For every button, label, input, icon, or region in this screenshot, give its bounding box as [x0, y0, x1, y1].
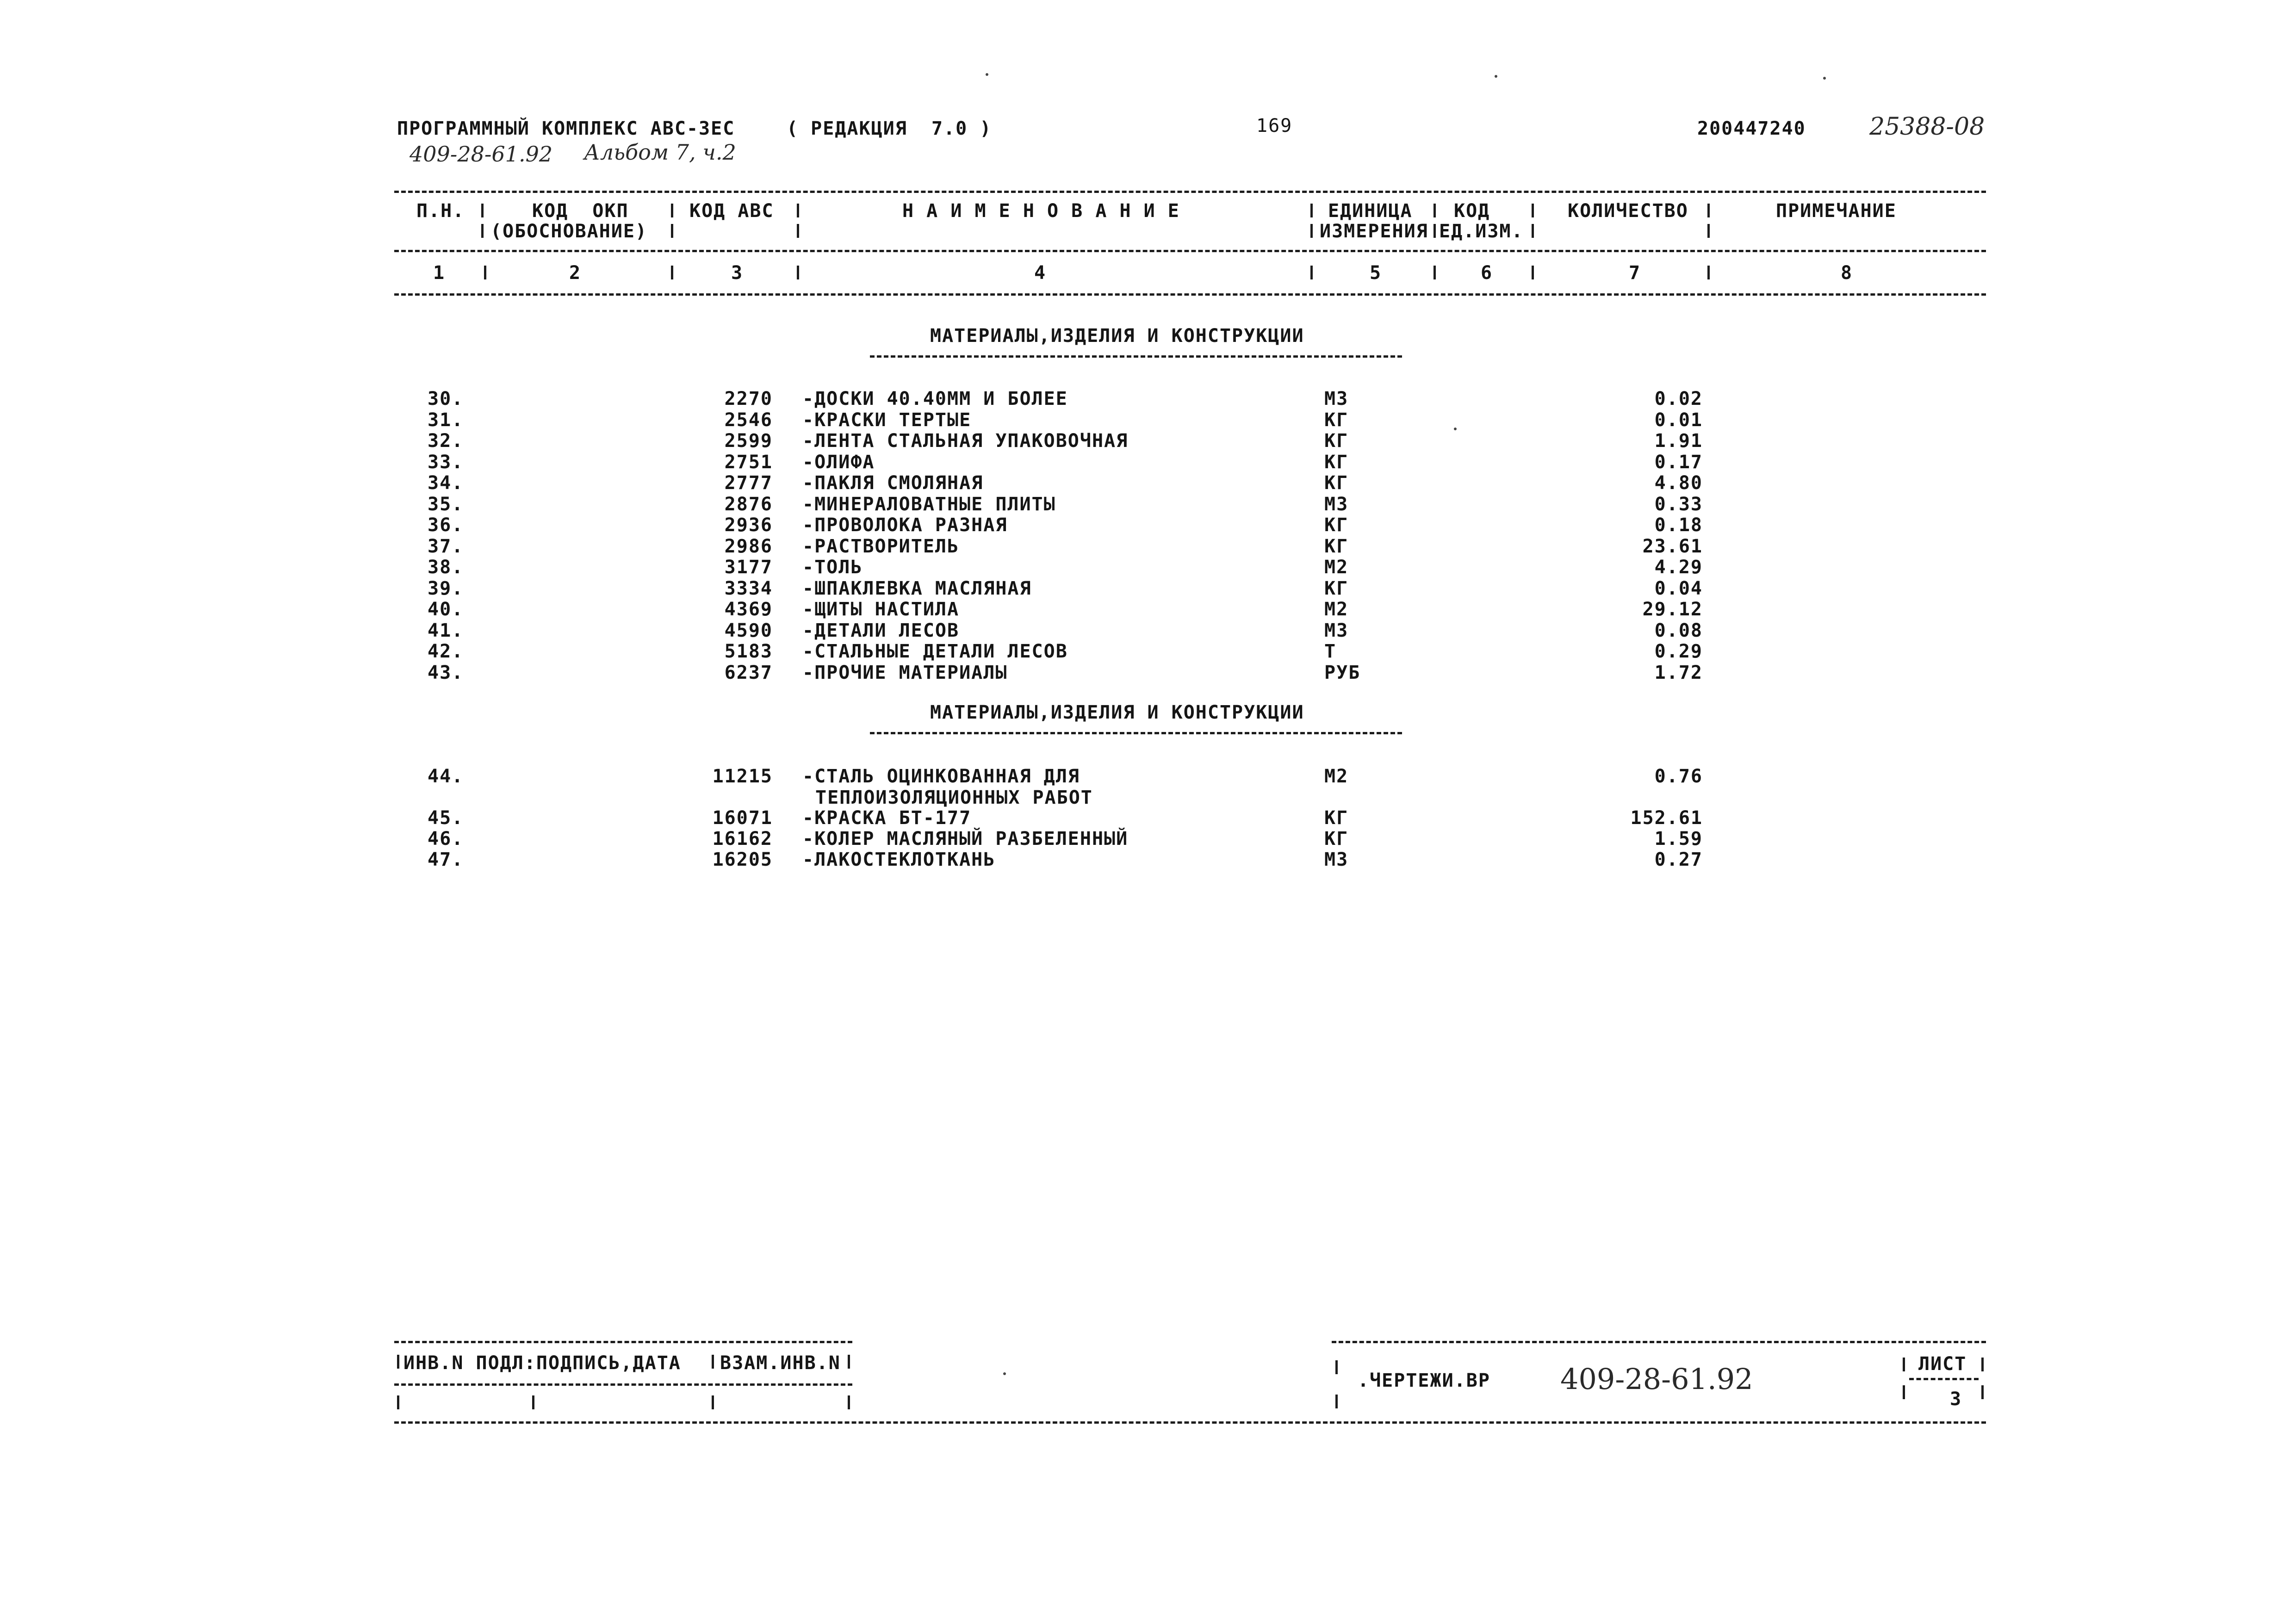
item-name-continuation: ТЕПЛОИЗОЛЯЦИОННЫХ РАБОТ	[815, 787, 1093, 808]
handwritten-project-number: 409-28-61.92	[410, 142, 553, 167]
unit: КГ	[1324, 409, 1349, 431]
quantity: 1.72	[1654, 662, 1703, 683]
unit: М3	[1324, 849, 1349, 870]
scan-speck	[986, 73, 988, 76]
item-name: -КОЛЕР МАСЛЯНЫЙ РАЗБЕЛЕННЫЙ	[802, 828, 1129, 849]
row-number: 46.	[428, 828, 464, 849]
row-number: 41.	[428, 620, 464, 641]
footer-separator	[532, 1395, 534, 1409]
item-name: -РАСТВОРИТЕЛЬ	[802, 535, 960, 557]
unit: КГ	[1324, 515, 1349, 536]
quantity: 0.04	[1654, 577, 1703, 599]
header-separator	[671, 224, 673, 238]
footer-separator	[1981, 1385, 1984, 1399]
handwritten-album: Альбом 7, ч.2	[584, 140, 736, 165]
item-name: -ЛЕНТА СТАЛЬНАЯ УПАКОВОЧНАЯ	[802, 430, 1129, 452]
abc-code: 11215	[712, 766, 773, 787]
col-number-1: 1	[433, 262, 446, 284]
header-separator	[671, 266, 673, 279]
header-separator	[1310, 204, 1313, 217]
item-name: -ПАКЛЯ СМОЛЯНАЯ	[802, 472, 984, 494]
abc-code: 2777	[724, 472, 773, 494]
row-number: 34.	[428, 472, 464, 494]
quantity: 152.61	[1630, 807, 1703, 829]
quantity: 0.29	[1654, 641, 1703, 662]
scan-speck	[1823, 77, 1826, 80]
abc-code: 2876	[724, 493, 773, 515]
header-rule-top	[394, 191, 1986, 193]
footer-separator	[712, 1395, 714, 1409]
sheet-label: ЛИСТ	[1918, 1353, 1967, 1375]
row-number: 44.	[428, 766, 464, 787]
drawings-label: .ЧЕРТЕЖИ.ВР	[1358, 1370, 1490, 1391]
quantity: 0.76	[1654, 766, 1703, 787]
col-number-8: 8	[1841, 262, 1853, 284]
table-row	[0, 411, 2296, 432]
unit: Т	[1324, 641, 1337, 662]
section-title: МАТЕРИАЛЫ,ИЗДЕЛИЯ И КОНСТРУКЦИИ	[930, 702, 1304, 723]
row-number: 33.	[428, 451, 464, 473]
row-number: 45.	[428, 807, 464, 829]
col-note: ПРИМЕЧАНИЕ	[1776, 200, 1897, 222]
document-code: 200447240	[1697, 118, 1806, 139]
footer-separator	[397, 1355, 399, 1369]
col-number-3: 3	[731, 262, 744, 284]
col-number-2: 2	[569, 262, 582, 284]
col-number-6: 6	[1481, 262, 1493, 284]
header-separator	[797, 224, 799, 238]
table-row	[0, 390, 2296, 411]
item-name: -ЛАКОСТЕКЛОТКАНЬ	[802, 849, 996, 870]
abc-code: 16071	[712, 807, 773, 829]
handwritten-archive-number: 25388-08	[1869, 113, 1985, 141]
unit: КГ	[1324, 430, 1349, 452]
unit: КГ	[1324, 535, 1349, 557]
quantity: 0.27	[1654, 849, 1703, 870]
table-row	[0, 495, 2296, 516]
row-number: 36.	[428, 515, 464, 536]
quantity: 29.12	[1642, 599, 1703, 620]
header-separator	[481, 224, 484, 238]
header-separator	[484, 266, 486, 279]
sheet-box-rule	[1909, 1378, 1979, 1380]
footer-separator	[1335, 1360, 1338, 1374]
header-separator	[1707, 266, 1710, 279]
header-separator	[1532, 224, 1534, 238]
header-rule-bottom	[394, 293, 1986, 296]
unit: М2	[1324, 766, 1349, 787]
table-row	[0, 663, 2296, 685]
row-number: 38.	[428, 557, 464, 578]
page-mark: 169	[1256, 115, 1293, 136]
header-separator	[1433, 224, 1436, 238]
col-unit-line2: ИЗМЕРЕНИЯ	[1320, 221, 1428, 242]
table-row	[0, 850, 2296, 872]
replacement-inv-label: ВЗАМ.ИНВ.N	[720, 1352, 841, 1374]
table-row	[0, 474, 2296, 495]
unit: КГ	[1324, 807, 1349, 829]
row-number: 47.	[428, 849, 464, 870]
unit: М2	[1324, 599, 1349, 620]
item-name: -ДОСКИ 40.40ММ И БОЛЕЕ	[802, 388, 1068, 409]
quantity: 4.29	[1654, 557, 1703, 578]
footer-separator	[1981, 1358, 1984, 1371]
footer-separator	[1903, 1385, 1905, 1399]
quantity: 0.08	[1654, 620, 1703, 641]
quantity: 0.17	[1654, 451, 1703, 473]
abc-code: 4369	[724, 599, 773, 620]
footer-right-rule-top	[1332, 1341, 1986, 1343]
header-separator	[1532, 266, 1534, 279]
header-separator	[797, 266, 799, 279]
col-okp-line2: (ОБОСНОВАНИЕ)	[490, 221, 648, 242]
table-row	[0, 766, 2296, 808]
item-name: -ПРОЧИЕ МАТЕРИАЛЫ	[802, 662, 1008, 683]
header-separator	[1433, 204, 1436, 217]
col-okp-line1: КОД ОКП	[532, 200, 629, 222]
unit: М3	[1324, 493, 1349, 515]
table-row	[0, 558, 2296, 579]
table-row	[0, 642, 2296, 663]
col-pn: П.Н.	[416, 200, 465, 222]
quantity: 23.61	[1642, 535, 1703, 557]
handwritten-drawing-number: 409-28-61.92	[1560, 1362, 1753, 1396]
quantity: 0.01	[1654, 409, 1703, 431]
item-name: -МИНЕРАЛОВАТНЫЕ ПЛИТЫ	[802, 493, 1056, 515]
unit: КГ	[1324, 472, 1349, 494]
item-name: -СТАЛЬНЫЕ ДЕТАЛИ ЛЕСОВ	[802, 641, 1068, 662]
footer-separator	[712, 1355, 714, 1369]
abc-code: 16205	[712, 849, 773, 870]
item-name: -ПРОВОЛОКА РАЗНАЯ	[802, 515, 1008, 536]
unit: КГ	[1324, 828, 1349, 849]
unit: М3	[1324, 388, 1349, 409]
sheet-number: 3	[1950, 1389, 1962, 1410]
col-number-7: 7	[1629, 262, 1641, 284]
table-row	[0, 516, 2296, 537]
table-row	[0, 453, 2296, 474]
table-row	[0, 537, 2296, 558]
edition-label: ( РЕДАКЦИЯ 7.0 )	[787, 118, 992, 139]
footer-right-rule-bottom	[394, 1421, 1986, 1424]
col-unitcode-line2: ЕД.ИЗМ.	[1439, 221, 1524, 242]
quantity: 0.02	[1654, 388, 1703, 409]
abc-code: 3334	[724, 577, 773, 599]
row-number: 39.	[428, 577, 464, 599]
header-separator	[481, 204, 484, 217]
header-separator	[797, 204, 799, 217]
item-name: -ЩИТЫ НАСТИЛА	[802, 599, 960, 620]
item-name: -ОЛИФА	[802, 451, 875, 473]
item-name: -ШПАКЛЕВКА МАСЛЯНАЯ	[802, 577, 1032, 599]
unit: РУБ	[1324, 662, 1361, 683]
scan-speck	[1495, 75, 1497, 78]
footer-separator	[848, 1395, 850, 1409]
table-row	[0, 600, 2296, 621]
table-row	[0, 621, 2296, 643]
abc-code: 2751	[724, 451, 773, 473]
scan-speck	[1003, 1372, 1006, 1375]
row-number: 31.	[428, 409, 464, 431]
section-title-underline	[870, 732, 1402, 734]
scan-speck	[1454, 428, 1457, 430]
table-row	[0, 579, 2296, 601]
col-qty: КОЛИЧЕСТВО	[1568, 200, 1688, 222]
item-name: -ТОЛЬ	[802, 557, 863, 578]
abc-code: 2936	[724, 515, 773, 536]
footer-separator	[1903, 1358, 1905, 1371]
quantity: 1.59	[1654, 828, 1703, 849]
quantity: 4.80	[1654, 472, 1703, 494]
footer-separator	[1335, 1395, 1338, 1408]
row-number: 42.	[428, 641, 464, 662]
abc-code: 2599	[724, 430, 773, 452]
abc-code: 2546	[724, 409, 773, 431]
row-number: 40.	[428, 599, 464, 620]
col-unitcode-line1: КОД	[1454, 200, 1490, 222]
abc-code: 2986	[724, 535, 773, 557]
quantity: 0.18	[1654, 515, 1703, 536]
abc-code: 2270	[724, 388, 773, 409]
col-unit-line1: ЕДИНИЦА	[1328, 200, 1413, 222]
row-number: 43.	[428, 662, 464, 683]
section-title-underline	[870, 355, 1402, 358]
col-number-4: 4	[1034, 262, 1047, 284]
table-row	[0, 809, 2296, 830]
header-separator	[1310, 224, 1313, 238]
header-rule-middle	[394, 250, 1986, 252]
unit: М3	[1324, 620, 1349, 641]
quantity: 0.33	[1654, 493, 1703, 515]
abc-code: 3177	[724, 557, 773, 578]
table-row	[0, 432, 2296, 453]
row-number: 30.	[428, 388, 464, 409]
header-separator	[1310, 266, 1313, 279]
abc-code: 5183	[724, 641, 773, 662]
item-name: -СТАЛЬ ОЦИНКОВАННАЯ ДЛЯ	[802, 766, 1080, 787]
header-separator	[1433, 266, 1436, 279]
header-separator	[1707, 204, 1710, 217]
section-title: МАТЕРИАЛЫ,ИЗДЕЛИЯ И КОНСТРУКЦИИ	[930, 325, 1304, 347]
row-number: 37.	[428, 535, 464, 557]
row-number: 35.	[428, 493, 464, 515]
unit: КГ	[1324, 577, 1349, 599]
col-name: Н А И М Е Н О В А Н И Е	[902, 200, 1180, 222]
abc-code: 4590	[724, 620, 773, 641]
quantity: 1.91	[1654, 430, 1703, 452]
footer-left-rule-top	[394, 1341, 852, 1343]
table-row	[0, 830, 2296, 851]
item-name: -КРАСКИ ТЕРТЫЕ	[802, 409, 972, 431]
header-separator	[671, 204, 673, 217]
unit: КГ	[1324, 451, 1349, 473]
program-title: ПРОГРАММНЫЙ КОМПЛЕКС АВС-3ЕС	[397, 118, 735, 139]
footer-separator	[848, 1355, 850, 1369]
inv-number-label: ИНВ.N ПОДЛ:ПОДПИСЬ,ДАТА	[403, 1352, 681, 1374]
item-name: -ДЕТАЛИ ЛЕСОВ	[802, 620, 960, 641]
unit: М2	[1324, 557, 1349, 578]
item-name: -КРАСКА БТ-177	[802, 807, 972, 829]
row-number: 32.	[428, 430, 464, 452]
abc-code: 16162	[712, 828, 773, 849]
abc-code: 6237	[724, 662, 773, 683]
header-separator	[1707, 224, 1710, 238]
footer-separator	[397, 1395, 399, 1409]
footer-left-rule-middle	[394, 1383, 852, 1386]
header-separator	[1532, 204, 1534, 217]
col-abc: КОД АВС	[689, 200, 774, 222]
col-number-5: 5	[1370, 262, 1382, 284]
